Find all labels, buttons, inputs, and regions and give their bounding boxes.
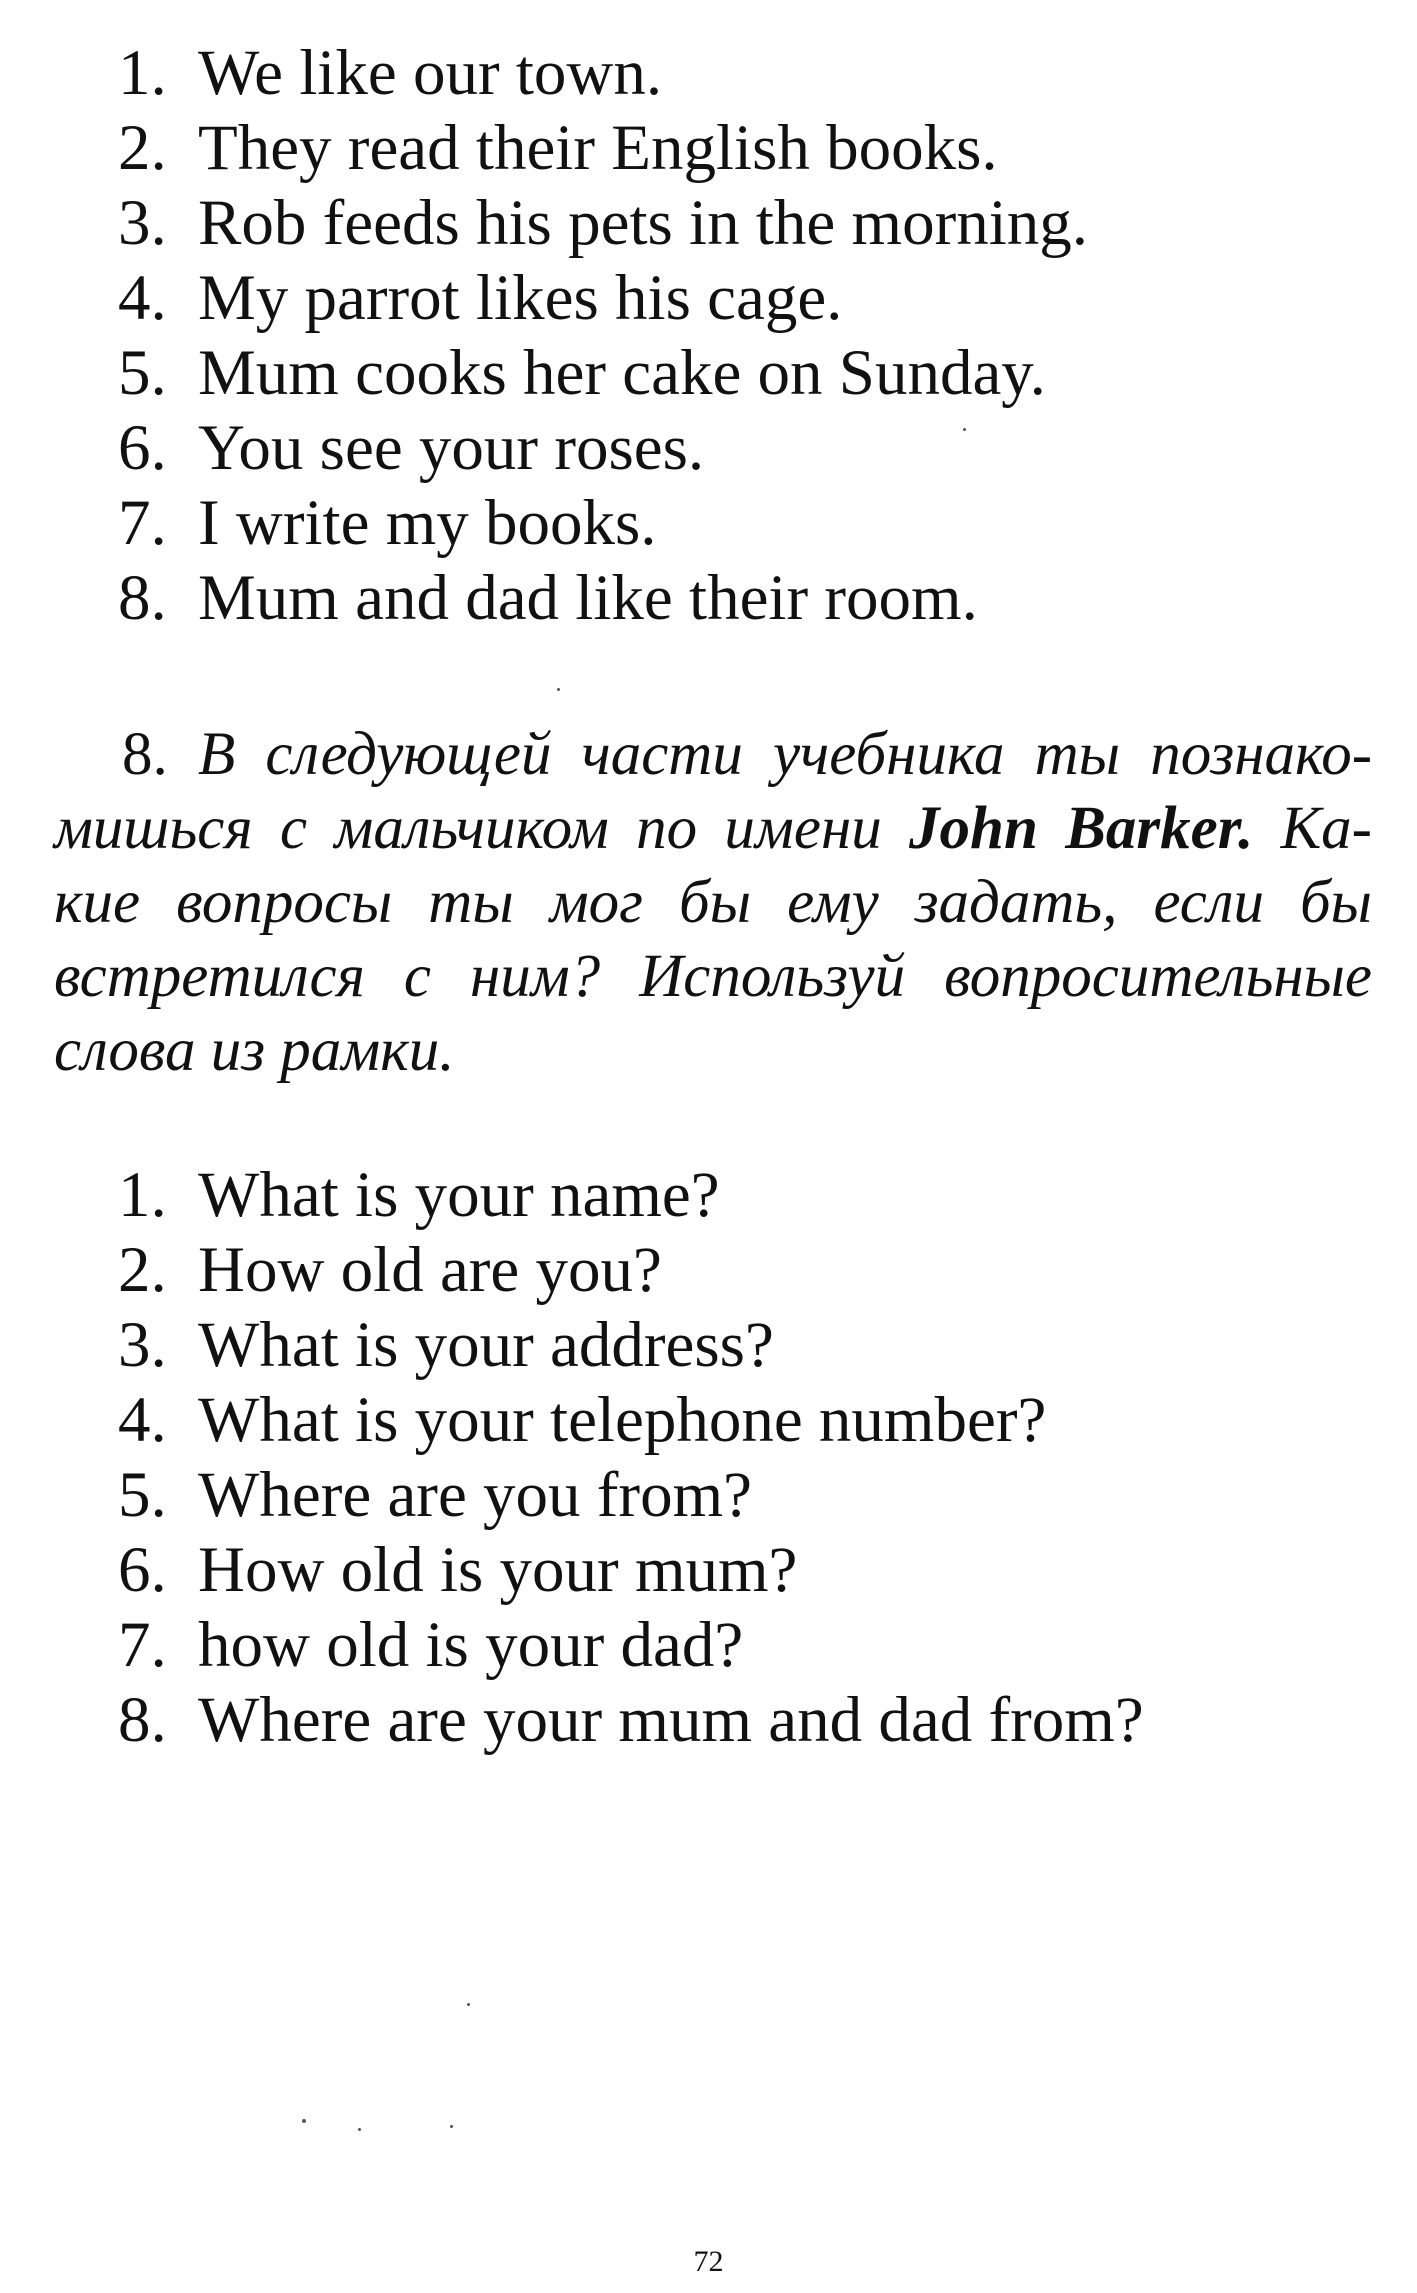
scan-speck [557, 688, 560, 691]
item-number: 3. [118, 187, 167, 259]
page-number: 72 [693, 2245, 724, 2278]
list-item [118, 561, 1088, 636]
item-text: How old is your mum? [198, 1534, 798, 1606]
instruction-line: кие вопросы ты мог бы ему задать, если бы [54, 869, 1372, 936]
item-text: Where are your mum and dad from? [198, 1684, 1144, 1756]
sentence-list [118, 36, 1088, 636]
list-item [118, 486, 1088, 561]
instruction-line: встретился с ним? Используй вопросительные [54, 943, 1372, 1010]
instruction-line [54, 792, 1372, 866]
item-number: 1. [118, 37, 167, 109]
item-number: 2. [118, 1234, 167, 1306]
item-text: My parrot likes his cage. [198, 262, 843, 334]
exercise-number: 8. [122, 721, 168, 788]
item-number: 3. [118, 1309, 167, 1381]
item-text: Where are you from? [198, 1459, 752, 1531]
list-item [118, 1383, 1144, 1458]
list-item [118, 1308, 1144, 1383]
item-text: What is your name? [198, 1159, 720, 1231]
item-number: 6. [118, 412, 167, 484]
list-item [118, 336, 1088, 411]
question-list [118, 1158, 1144, 1758]
item-text: I write my books. [198, 487, 657, 559]
item-number: 1. [118, 1159, 167, 1231]
instruction-text: мишься с мальчиком по имени [54, 795, 910, 862]
item-text: Mum cooks her cake on Sunday. [198, 337, 1046, 409]
item-text: Mum and dad like their room. [198, 562, 978, 634]
list-item [118, 1683, 1144, 1758]
list-item [118, 36, 1088, 111]
item-number: 6. [118, 1534, 167, 1606]
scan-speck [450, 2125, 453, 2128]
list-item [118, 1158, 1144, 1233]
item-number: 7. [118, 487, 167, 559]
item-text: What is your telephone number? [198, 1384, 1047, 1456]
item-text: How old are you? [198, 1234, 662, 1306]
instruction-line [54, 718, 1372, 792]
item-text: how old is your dad? [198, 1609, 744, 1681]
list-item [118, 1533, 1144, 1608]
scan-speck [302, 2119, 306, 2123]
item-number: 5. [118, 1459, 167, 1531]
list-item [118, 1458, 1144, 1533]
item-text: You see your roses. [198, 412, 705, 484]
item-text: We like our town. [198, 37, 663, 109]
item-number: 7. [118, 1609, 167, 1681]
instruction-text: Ка- [1253, 795, 1372, 862]
item-text: They read their English books. [198, 112, 998, 184]
exercise-instruction [54, 718, 1372, 1088]
scan-speck [963, 428, 966, 431]
item-number: 4. [118, 1384, 167, 1456]
list-item [118, 186, 1088, 261]
list-item [118, 261, 1088, 336]
item-text: What is your address? [198, 1309, 774, 1381]
scan-speck [467, 2003, 470, 2006]
item-number: 8. [118, 562, 167, 634]
list-item [118, 1233, 1144, 1308]
instruction-text: В следующей части учебника ты познако- [197, 721, 1373, 788]
item-number: 5. [118, 337, 167, 409]
item-number: 4. [118, 262, 167, 334]
item-text: Rob feeds his pets in the morning. [198, 187, 1089, 259]
list-item [118, 111, 1088, 186]
instruction-line: слова из рамки. [54, 1017, 455, 1084]
scan-speck [358, 2128, 361, 2131]
list-item [118, 411, 1088, 486]
item-number: 2. [118, 112, 167, 184]
list-item [118, 1608, 1144, 1683]
character-name: John Barker. [909, 795, 1254, 862]
item-number: 8. [118, 1684, 167, 1756]
